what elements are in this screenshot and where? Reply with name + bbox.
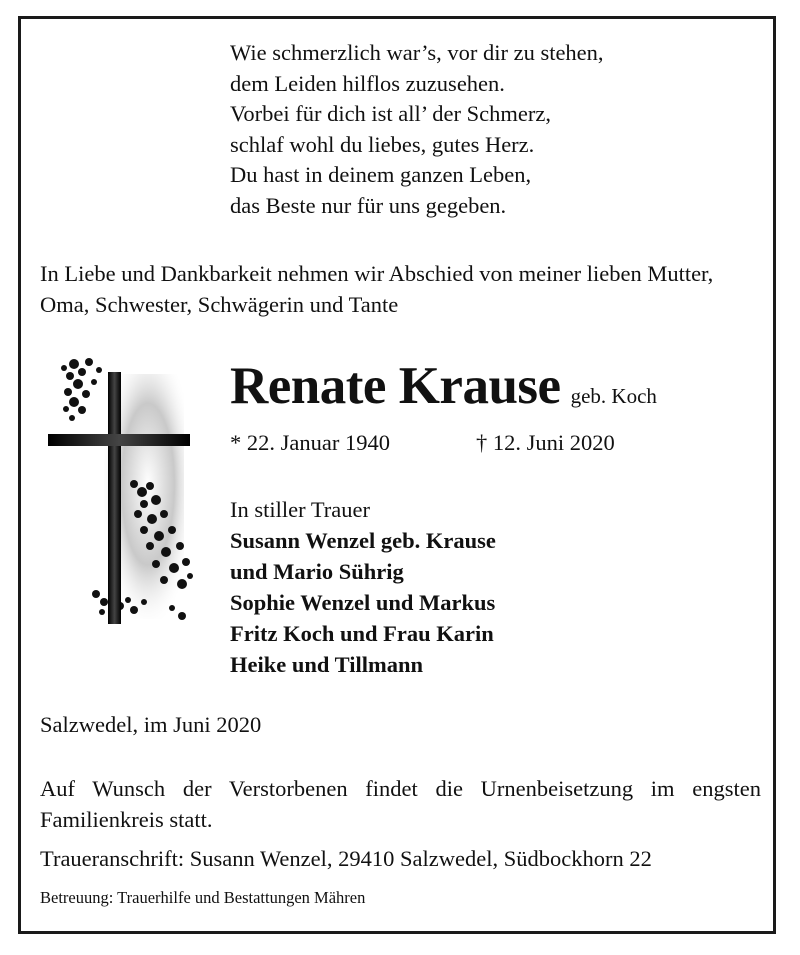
poem-line: das Beste nur für uns gegeben. (230, 192, 507, 218)
mourner-name: Sophie Wenzel und Markus (230, 590, 496, 615)
mourning-address: Traueranschrift: Susann Wenzel, 29410 Salzwedel, Südbockhorn 22 (40, 846, 652, 871)
mourner-name: Susann Wenzel geb. Krause (230, 528, 496, 553)
birth-date: * 22. Januar 1940 (230, 430, 390, 455)
deceased-name: Renate Krause (230, 357, 561, 415)
birth-name: geb. Koch (570, 384, 657, 408)
mourners (230, 494, 496, 680)
place-date: Salzwedel, im Juni 2020 (40, 712, 262, 737)
death-date: † 12. Juni 2020 (476, 430, 615, 455)
poem-line: Wie schmerzlich war’s, vor dir zu stehen, (230, 40, 604, 65)
mourner-name: Fritz Koch und Frau Karin (230, 621, 494, 646)
poem (230, 38, 604, 222)
deceased-name-line (230, 356, 657, 416)
poem-line: Vorbei für dich ist all’ der Schmerz, (230, 101, 551, 127)
intro-text: In Liebe und Dankbarkeit nehmen wir Abschied von meiner lieben Mutter, Oma, Schwester, Schwägerin und Tante (40, 261, 714, 317)
mourner-name: Heike und Tillmann (230, 652, 423, 677)
poem-line: Du hast in deinem ganzen Leben, (230, 162, 532, 188)
cross-icon (44, 354, 194, 629)
mourners-heading: In stiller Trauer (230, 497, 370, 522)
funeral-service-credit: Betreuung: Trauerhilfe und Bestattungen Mähren (40, 888, 366, 907)
life-dates (230, 430, 615, 456)
poem-line: schlaf wohl du liebes, gutes Herz. (230, 131, 535, 157)
burial-notice: Auf Wunsch der Verstorbenen findet die Urnenbeisetzung im engsten Familienkreis statt. (40, 776, 761, 832)
poem-line: dem Leiden hilflos zuzusehen. (230, 70, 505, 96)
mourner-name: und Mario Sührig (230, 559, 404, 584)
